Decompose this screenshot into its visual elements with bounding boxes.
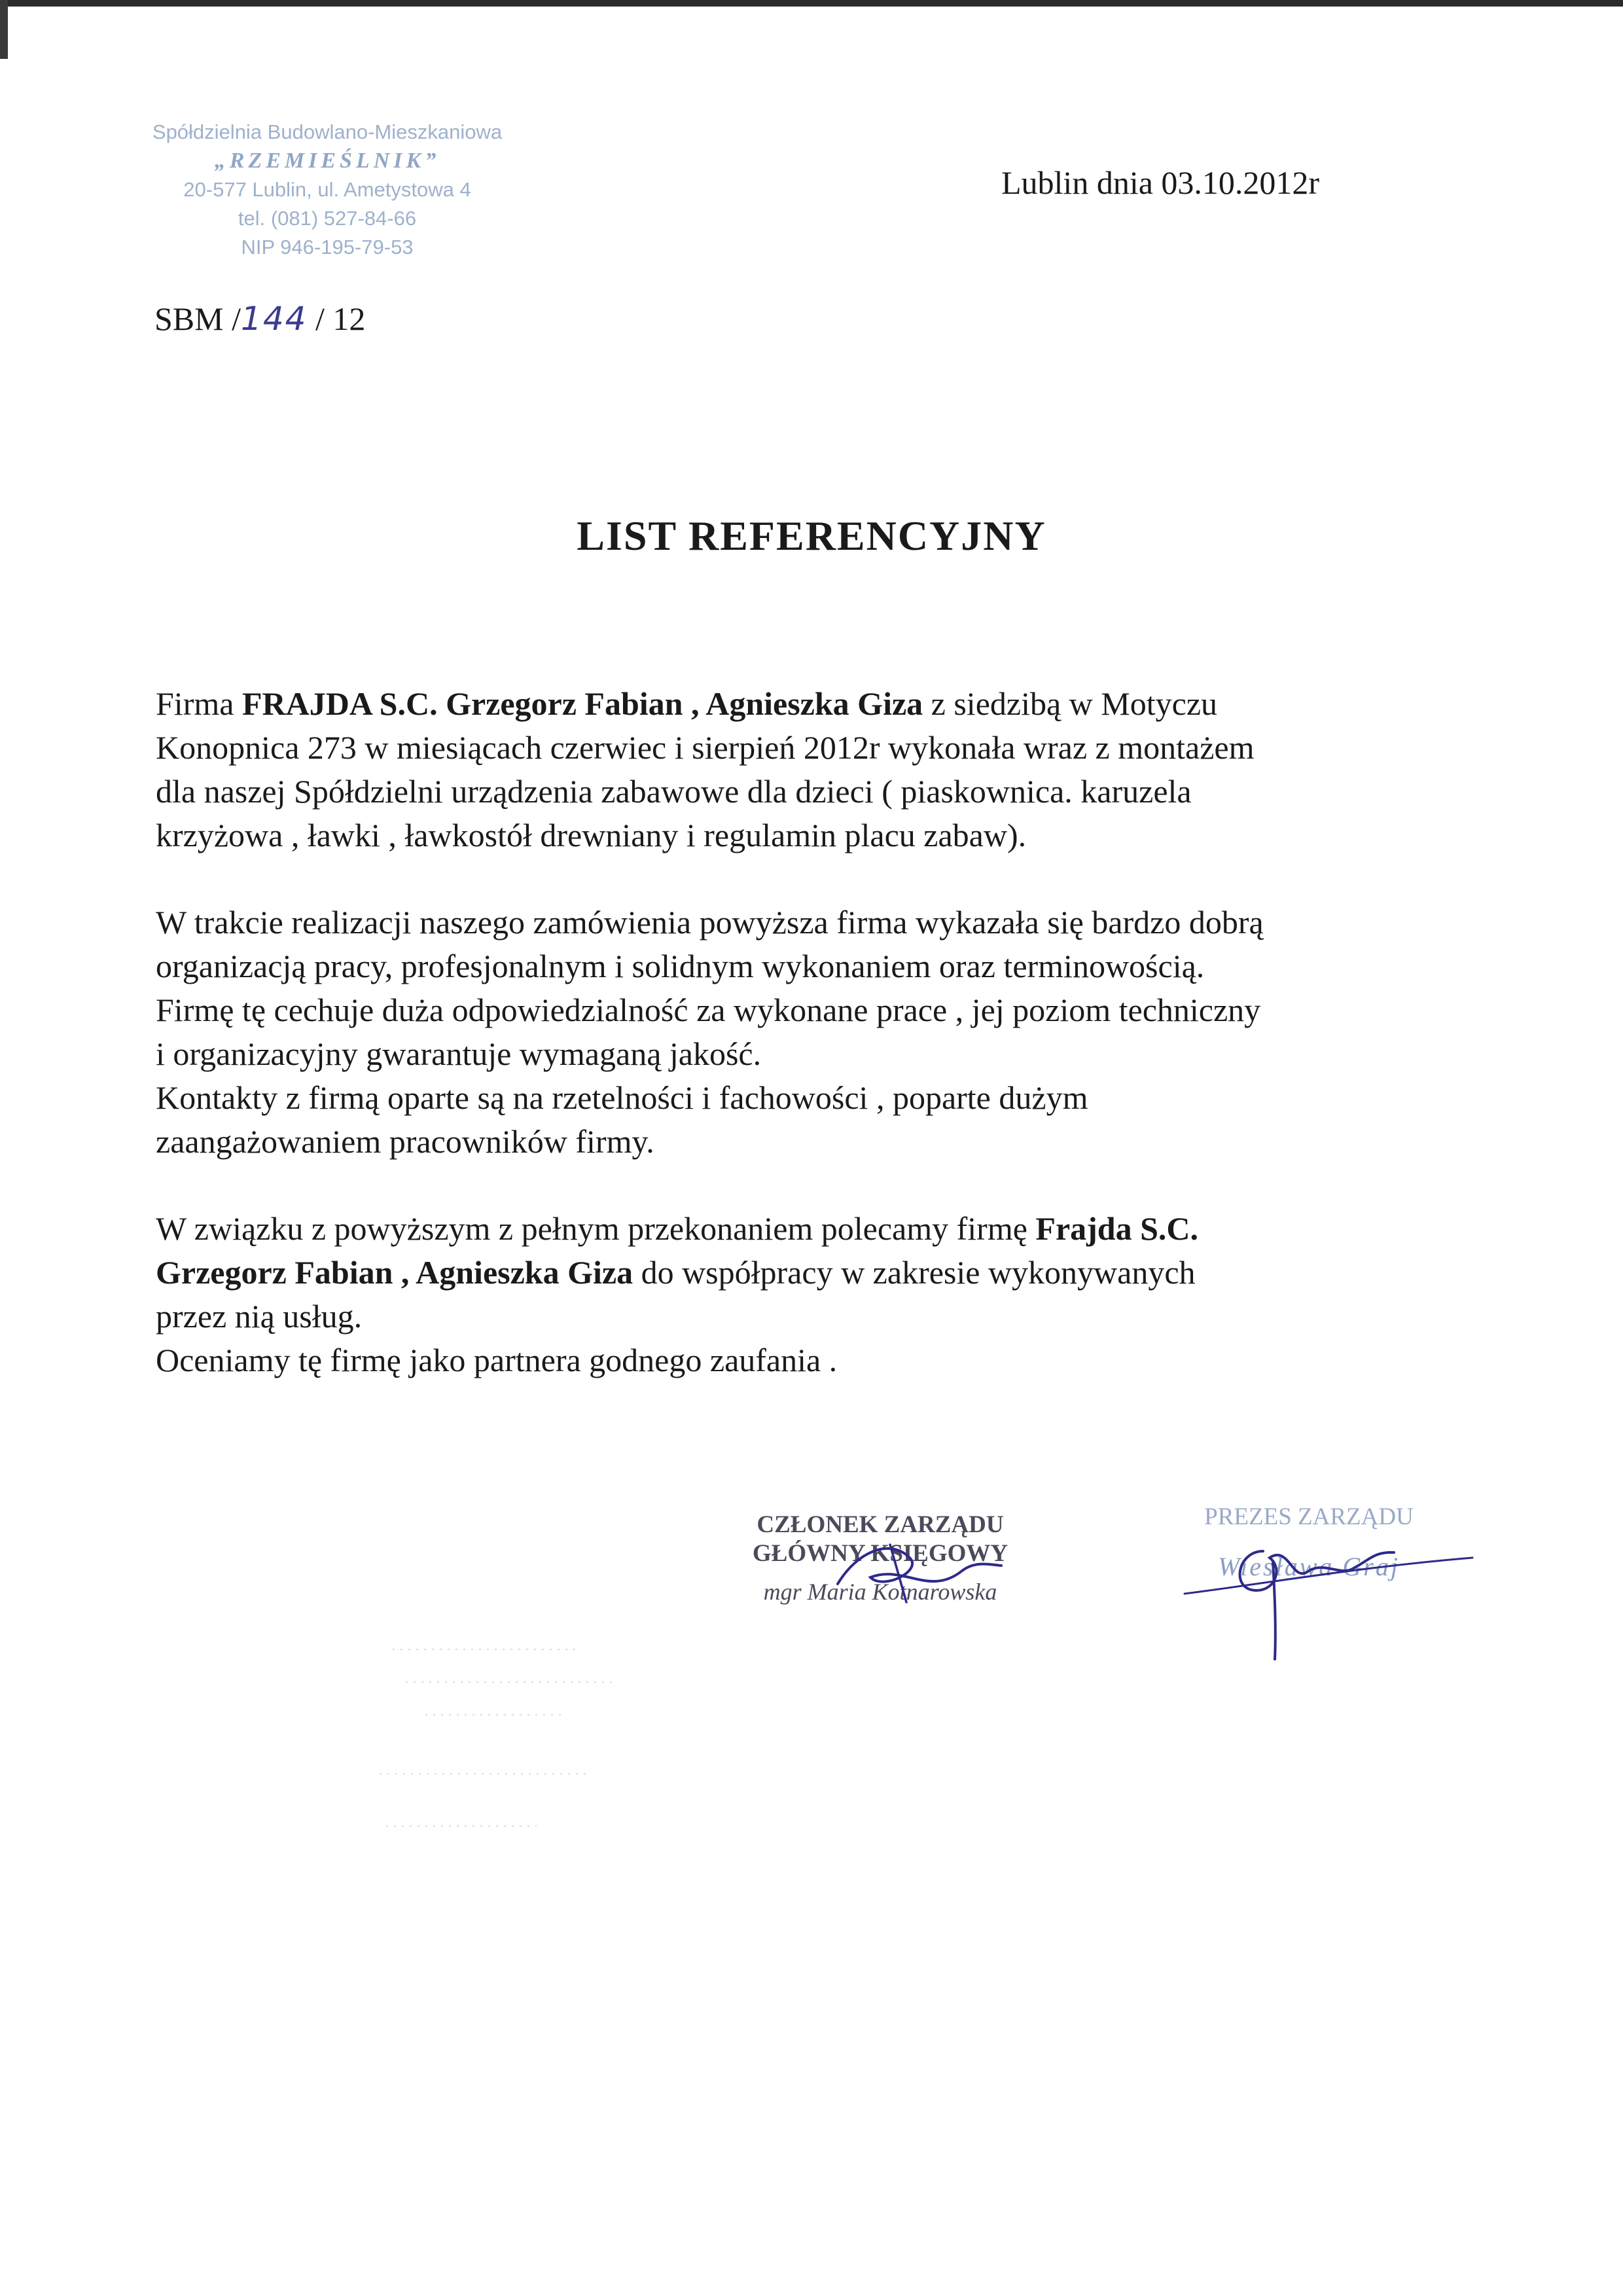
stamp-line: 20-577 Lublin, ul. Ametystowa 4: [183, 178, 471, 201]
body-line: Oceniamy tę firmę jako partnera godnego zaufania .: [156, 1342, 838, 1378]
signatory-role: GŁÓWNY KSIĘGOWY: [752, 1540, 1008, 1567]
body-text: do współpracy w zakresie wykonywanych: [633, 1254, 1196, 1291]
body-line: i organizacyjny gwarantuje wymaganą jakość.: [156, 1035, 762, 1072]
signatory-name: Wiesława Graj: [1218, 1552, 1400, 1581]
body-line: Firmę tę cechuje duża odpowiedzialność za wykonane prace , jej poziom techniczny: [156, 992, 1261, 1028]
body-line: organizacją pracy, profesjonalnym i solidnym wykonaniem oraz terminowością.: [156, 948, 1205, 984]
stamp-line: NIP 946-195-79-53: [241, 236, 414, 259]
reference-handwritten-number: 144: [241, 300, 308, 338]
body-line: Konopnica 273 w miesiącach czerwiec i sierpień 2012r wykonała wraz z montażem: [156, 729, 1255, 766]
letter-title: LIST REFERENCYJNY: [577, 512, 1046, 559]
reference-number: [154, 300, 365, 338]
paragraph-recommendation: [156, 1207, 1504, 1382]
owner-names-bold: Grzegorz Fabian , Agnieszka Giza: [156, 1254, 633, 1291]
scan-border-top: [0, 0, 1623, 7]
company-stamp: [137, 118, 517, 262]
body-line: [156, 682, 1504, 726]
signatory-role: PREZES ZARZĄDU: [1204, 1503, 1414, 1530]
reference-prefix: SBM /: [154, 300, 241, 337]
paragraph-assessment: [156, 901, 1504, 1164]
paragraph-intro: [156, 682, 1504, 857]
signatory-role: CZŁONEK ZARZĄDU: [757, 1511, 1004, 1538]
body-line: [156, 1207, 1504, 1251]
body-line: W trakcie realizacji naszego zamówienia powyższa firma wykazała się bardzo dobrą: [156, 904, 1264, 941]
scan-border-left: [0, 0, 8, 59]
stamp-company-name: „RZEMIEŚLNIK”: [214, 149, 440, 173]
handwritten-signature-right: [1158, 1505, 1486, 1669]
stamp-line: tel. (081) 527-84-66: [238, 207, 417, 230]
body-line: krzyżowa , ławki , ławkostół drewniany i regulamin placu zabaw).: [156, 817, 1027, 853]
body-line: [156, 1251, 1504, 1295]
body-text: z siedzibą w Motyczu: [923, 685, 1218, 722]
stamp-line: Spółdzielnia Budowlano-Mieszkaniowa: [152, 120, 503, 143]
body-text: Firma: [156, 685, 242, 722]
body-line: przez nią usług.: [156, 1298, 363, 1335]
handwritten-signature-left: [812, 1525, 1021, 1617]
reference-suffix: / 12: [307, 300, 366, 337]
company-name-bold: FRAJDA S.C. Grzegorz Fabian , Agnieszka Giza: [241, 685, 923, 722]
body-line: zaangażowaniem pracowników firmy.: [156, 1123, 654, 1160]
scan-noise: [366, 1636, 694, 1846]
letter-body: [156, 682, 1504, 1426]
letter-date: Lublin dnia 03.10.2012r: [1001, 164, 1320, 201]
signatory-name: mgr Maria Kotnarowska: [763, 1579, 997, 1605]
company-name-bold: Frajda S.C.: [1035, 1210, 1199, 1247]
body-text: W związku z powyższym z pełnym przekonaniem polecamy firmę: [156, 1210, 1036, 1247]
body-line: Kontakty z firmą oparte są na rzetelności i fachowości , poparte dużym: [156, 1079, 1088, 1116]
body-line: dla naszej Spółdzielni urządzenia zabawowe dla dzieci ( piaskownica. karuzela: [156, 773, 1192, 810]
